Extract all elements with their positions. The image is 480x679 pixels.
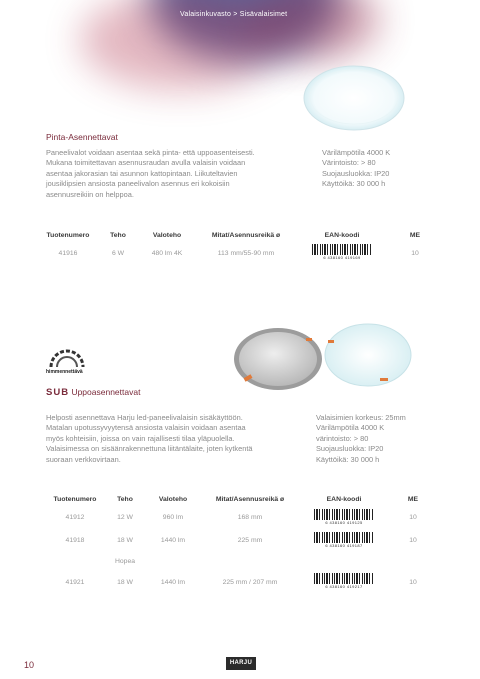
spec-line: Suojausluokka: IP20	[316, 444, 384, 454]
cell-power: 18 W	[117, 537, 133, 544]
cell-lumen: 1440 lm	[160, 578, 186, 586]
desc-line: Mukana toimitettavan asennusraudan avulla valaisin voidaan	[46, 158, 246, 168]
header-ean: EAN-koodi	[326, 495, 362, 503]
barcode	[314, 532, 374, 548]
spec-line: Suojausluokka: IP20	[322, 168, 390, 178]
cell-size: 168 mm	[237, 514, 263, 521]
cell-size: 113 mm/55-90 mm	[217, 249, 275, 257]
barcode-number: 6 438160 419187	[325, 542, 363, 548]
barcode	[314, 573, 374, 589]
cell-lumen: 960 lm	[162, 514, 184, 521]
table-row	[44, 570, 436, 594]
barcode-bars	[314, 573, 374, 584]
desc-line: asennusreikiin on helppoa.	[46, 189, 134, 199]
barcode-bars	[314, 509, 374, 520]
cell-power: 18 W	[117, 578, 133, 586]
cell-me: 10	[409, 514, 417, 521]
barcode	[314, 509, 374, 525]
section2-table	[44, 492, 436, 594]
cell-lumen: 1440 lm	[160, 537, 186, 544]
header-product-number: Tuotenumero	[53, 495, 97, 503]
section2-title-bold: SUB	[46, 387, 70, 398]
spec-line: Valaisimien korkeus: 25mm	[316, 413, 406, 422]
cell-size: 225 mm / 207 mm	[222, 578, 278, 586]
desc-line: Paneelivalot voidaan asentaa sekä pinta- että uppoasenteisesti.	[46, 148, 255, 157]
header-size: Mitat/Asennusreikä ø	[215, 495, 285, 503]
desc-line: myös kohteisiin, joissa on vain rajallisesti tilaa yläpuolella.	[46, 433, 235, 443]
section1-table	[38, 228, 442, 264]
header-me: ME	[409, 231, 421, 239]
section1-description	[46, 148, 316, 200]
dimmable-icon	[45, 347, 89, 369]
cell-power: 6 W	[111, 249, 125, 257]
table-row	[44, 506, 436, 529]
spec-line: Käyttöikä: 30 000 h	[322, 179, 386, 189]
header-size: Mitat/Asennusreikä ø	[211, 231, 281, 239]
section2-description	[46, 413, 316, 465]
header-ean: EAN-koodi	[324, 231, 360, 239]
desc-line: asentaa jakorasian tai asunnon kattopintaan. Liikuteltavien	[46, 168, 238, 178]
spec-line: värintoisto: > 80	[316, 433, 369, 443]
barcode-number: 6 438160 419169	[323, 255, 361, 260]
desc-line: Valaisimessa on sisäänrakennettuna liitäntälaite, joten kytkentä	[46, 444, 253, 454]
header-me: ME	[407, 495, 419, 503]
table-row	[44, 529, 436, 552]
table-subheading-row	[44, 552, 436, 570]
cell-code: 41912	[65, 514, 85, 521]
page-number: 10	[24, 660, 35, 670]
header-lumen: Valoteho	[158, 495, 188, 503]
barcode-number: 6 438160 419125	[325, 519, 363, 525]
cell-code: 41918	[65, 537, 85, 544]
section2-title	[46, 387, 140, 398]
barcode-bars	[314, 532, 374, 543]
table-header-row	[44, 492, 436, 506]
dimmable-label: himmennettävä	[46, 369, 83, 375]
desc-line: jousiklipsien ansiosta paneelivalon asennus eri kokoisiin	[46, 179, 230, 189]
section2-title-rest: Uppoasennettavat	[71, 387, 141, 397]
cell-code: 41921	[65, 578, 85, 586]
section1-title: Pinta-Asennettavat	[46, 132, 118, 142]
header-product-number: Tuotenumero	[46, 231, 90, 239]
product-image-round-panel	[302, 64, 406, 132]
subheading-silver: Hopea	[114, 557, 136, 565]
header-lumen: Valoteho	[152, 231, 182, 239]
cell-ean	[298, 570, 390, 594]
harju-logo: HARJU	[226, 657, 256, 670]
barcode-bars	[312, 244, 372, 255]
desc-line: Matalan upotussyvyytensä ansiosta valaisin voidaan asentaa	[46, 423, 246, 433]
cell-lumen: 480 lm 4K	[151, 249, 183, 257]
desc-line: suoraan verkkovirtaan.	[46, 454, 121, 464]
spec-line: Värilämpötila 4000 K	[322, 148, 391, 157]
cell-code: 41916	[58, 249, 78, 257]
table-row	[38, 242, 442, 264]
cell-power: 12 W	[117, 514, 133, 521]
spec-line: Värintoisto: > 80	[322, 158, 376, 168]
breadcrumb: Valaisinkuvasto > Sisävalaisimet	[180, 11, 288, 18]
spec-line: Käyttöikä: 30 000 h	[316, 454, 380, 464]
cell-ean	[298, 529, 390, 552]
header-power: Teho	[117, 495, 133, 503]
desc-line: Helposti asennettava Harju led-paneelivalaisin sisäkäyttöön.	[46, 413, 243, 422]
cell-ean	[296, 242, 388, 264]
header-power: Teho	[110, 231, 126, 239]
product-image-silver-panel	[232, 326, 324, 392]
spec-line: Värilämpötila 4000 K	[316, 423, 385, 433]
cell-me: 10	[409, 578, 417, 586]
section2-specs	[316, 413, 456, 465]
cell-ean	[298, 506, 390, 529]
barcode-number: 6 438160 419217	[325, 584, 363, 589]
barcode	[312, 244, 372, 260]
section1-specs	[322, 148, 452, 190]
cell-me: 10	[409, 537, 417, 544]
cell-me: 10	[411, 249, 419, 257]
table-header-row	[38, 228, 442, 242]
product-image-white-panel	[322, 322, 414, 388]
cell-size: 225 mm	[237, 537, 263, 544]
